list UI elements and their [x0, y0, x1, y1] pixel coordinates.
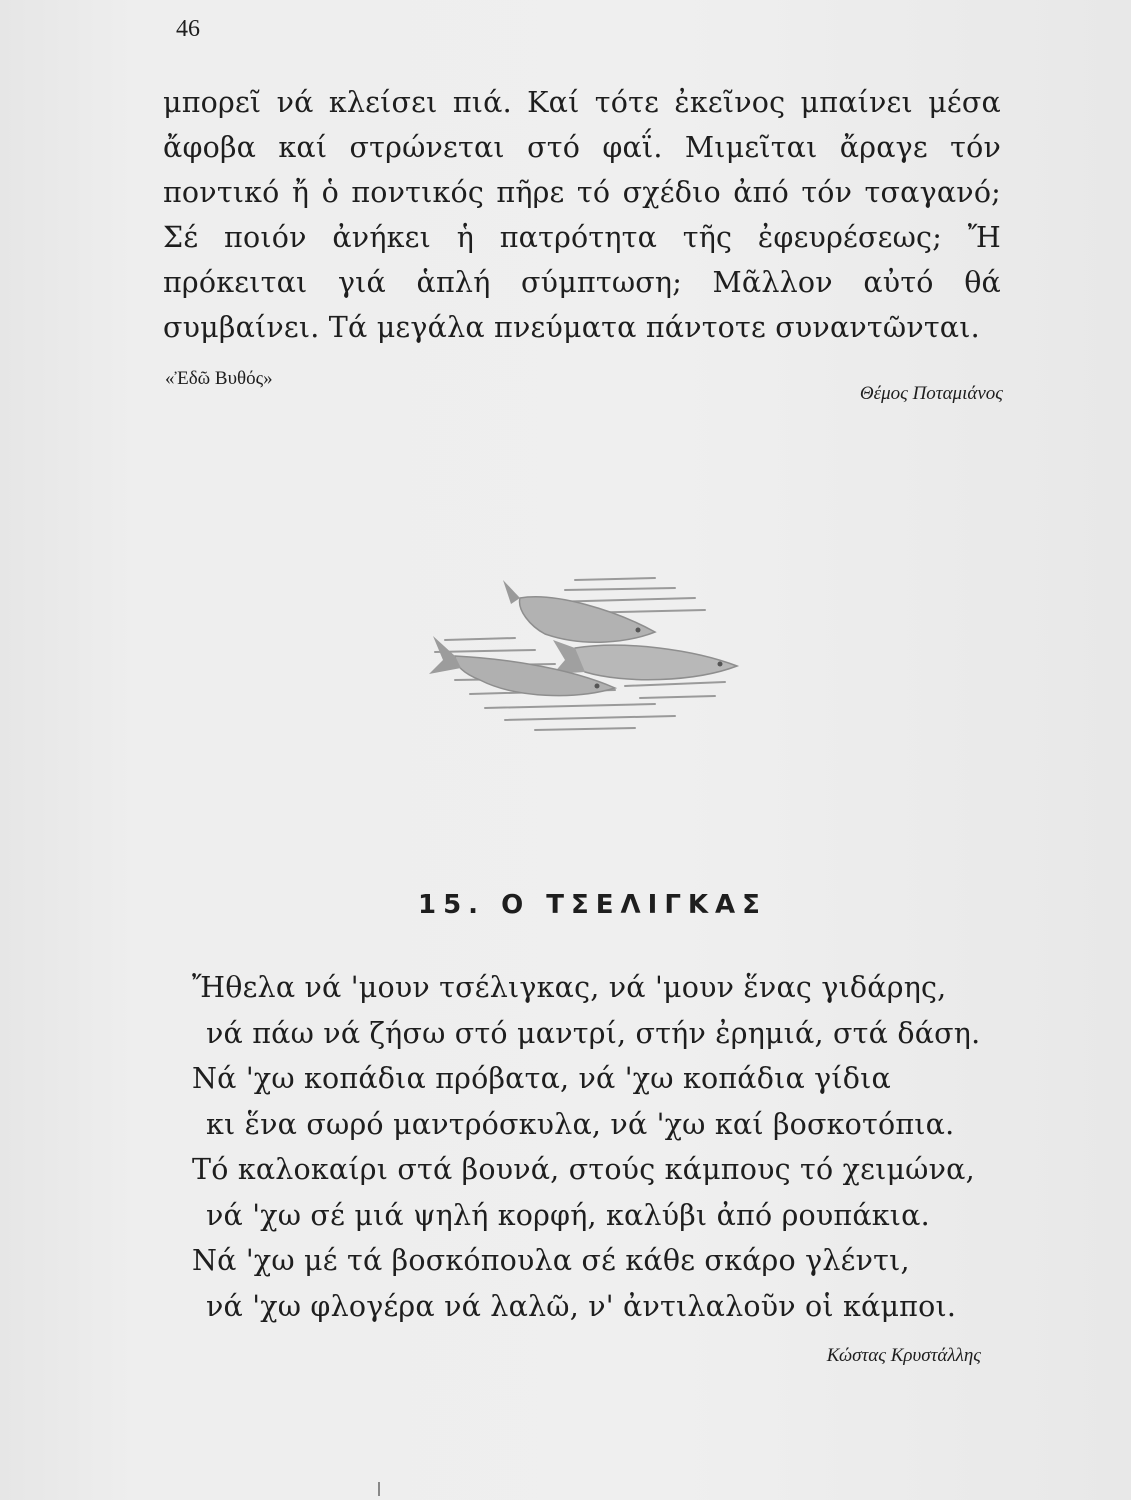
poem-line: Νά 'χω μέ τά βοσκόπουλα σέ κάθε σκάρο γλέντι, — [192, 1244, 910, 1277]
page-speck — [378, 1482, 380, 1496]
prose-author: Θέμος Ποταμιάνος — [859, 383, 1003, 404]
fish-middle-icon — [553, 640, 737, 680]
poem — [192, 965, 982, 1329]
fish-illustration — [425, 570, 750, 740]
prose-paragraph: μπορεῖ νά κλείσει πιά. Καί τότε ἐκεῖνος μπαίνει μέσα ἄφοβα καί στρώνεται στό φαΐ. Μιμεῖται ἄραγε τόν ποντικό ἤ ὁ ποντικός πῆρε τό σχέδιο ἀπό τόν τσαγανό; Σέ ποιόν ἀνήκει ἡ πατρότητα τῆς ἐφευρέσεως; Ἤ πρόκειται γιά ἁπλή σύμπτωση; Μᾶλλον αὐτό θά συμβαίνει. Τά μεγάλα πνεύματα πάντοτε συναντῶνται. — [163, 86, 1001, 344]
poem-line: νά 'χω σέ μιά ψηλή κορφή, καλύβι ἀπό ρουπάκια. — [206, 1198, 930, 1232]
page-number: 46 — [176, 16, 200, 42]
poem-line: Τό καλοκαίρι στά βουνά, στούς κάμπους τό χειμώνα, — [192, 1153, 975, 1186]
poem-line: νά 'χω φλογέρα νά λαλῶ, ν' ἀντιλαλοῦν οἱ κάμποι. — [206, 1289, 957, 1323]
poem-line: Ἤθελα νά 'μουν τσέλιγκας, νά 'μουν ἕνας γιδάρης, — [192, 971, 947, 1004]
chapter-title: 15. Ο ΤΣΕΛΙΓΚΑΣ — [418, 890, 767, 920]
poem-line: κι ἕνα σωρό μαντρόσκυλα, νά 'χω καί βοσκοτόπια. — [206, 1107, 955, 1141]
poem-line: Νά 'χω κοπάδια πρόβατα, νά 'χω κοπάδια γίδια — [192, 1062, 891, 1095]
source-title: «Ἐδῶ Βυθός» — [165, 368, 273, 389]
poem-author: Κώστας Κρυστάλλης — [826, 1345, 981, 1366]
poem-line: νά πάω νά ζήσω στό μαντρί, στήν ἐρημιά, στά δάση. — [206, 1016, 981, 1050]
